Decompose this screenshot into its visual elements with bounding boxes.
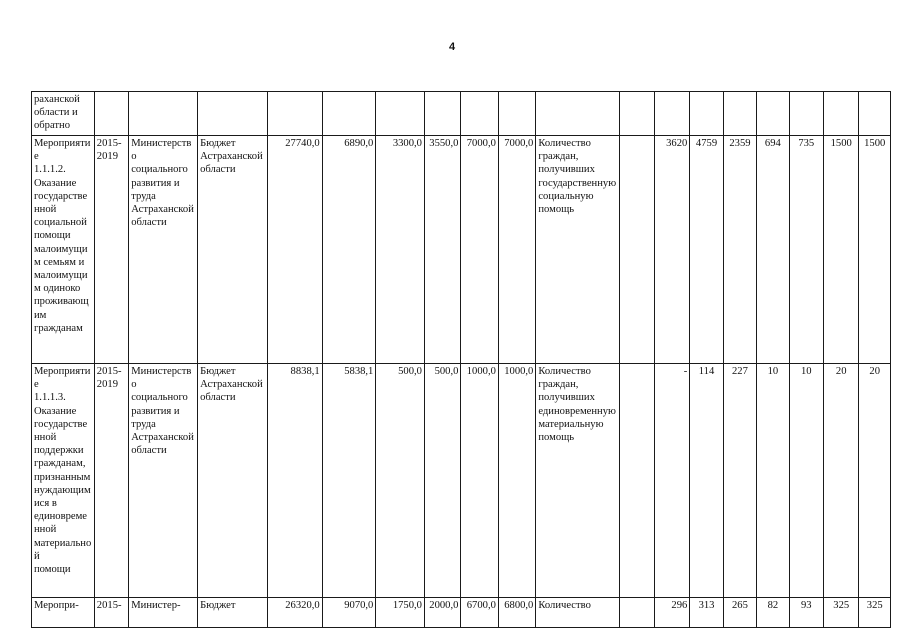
unit-cell	[620, 364, 654, 598]
indicator-2016-cell: 265	[723, 598, 756, 628]
baseline-cell	[654, 92, 689, 136]
source-cell	[198, 92, 268, 136]
y2018-cell: 7000,0	[461, 136, 498, 364]
y2019-cell: 6800,0	[498, 598, 535, 628]
y2017-cell	[424, 92, 460, 136]
indicator-2016-cell: 227	[723, 364, 756, 598]
indicator-2019-cell: 20	[824, 364, 859, 598]
table-row	[32, 136, 891, 364]
indicator-2016-cell	[723, 92, 756, 136]
y2015-cell: 6890,0	[322, 136, 376, 364]
indicator-2020-cell: 1500	[859, 136, 891, 364]
table-row	[32, 92, 891, 136]
event-cell: раханской области и обратно	[32, 92, 95, 136]
indicator-2015-cell	[690, 92, 723, 136]
program-table	[31, 91, 891, 628]
baseline-cell: -	[654, 364, 689, 598]
y2016-cell	[376, 92, 425, 136]
y2017-cell: 2000,0	[424, 598, 460, 628]
y2015-cell	[322, 92, 376, 136]
indicator-2019-cell	[824, 92, 859, 136]
indicator-2018-cell: 735	[789, 136, 823, 364]
indicator-2017-cell: 82	[757, 598, 789, 628]
y2019-cell: 7000,0	[498, 136, 535, 364]
y2019-cell	[498, 92, 535, 136]
executor-cell: Министерство социального развития и труда Астраханской области	[129, 364, 198, 598]
y2017-cell: 500,0	[424, 364, 460, 598]
indicator-2020-cell: 20	[859, 364, 891, 598]
event-cell: Мероприятие 1.1.1.3. Оказание государственной поддержки гражданам, признанным нуждающимися в единовременной материальной помощи	[32, 364, 95, 598]
total-cell: 26320,0	[268, 598, 323, 628]
indicator-2015-cell: 114	[690, 364, 723, 598]
indicator-2018-cell	[789, 92, 823, 136]
years-cell: 2015- 2019	[94, 136, 128, 364]
y2019-cell: 1000,0	[498, 364, 535, 598]
years-cell: 2015- 2019	[94, 364, 128, 598]
indicator-cell: Количество граждан, получивших единовременную материальную помощь	[536, 364, 620, 598]
indicator-2015-cell: 313	[690, 598, 723, 628]
table-row	[32, 598, 891, 628]
indicator-cell: Количество граждан, получивших государственную социальную помощь	[536, 136, 620, 364]
y2015-cell: 5838,1	[322, 364, 376, 598]
indicator-2017-cell: 10	[757, 364, 789, 598]
indicator-2018-cell: 10	[789, 364, 823, 598]
indicator-2020-cell: 325	[859, 598, 891, 628]
indicator-2020-cell	[859, 92, 891, 136]
indicator-2019-cell: 325	[824, 598, 859, 628]
source-cell: Бюджет Астраханской области	[198, 364, 268, 598]
y2018-cell: 6700,0	[461, 598, 498, 628]
y2018-cell: 1000,0	[461, 364, 498, 598]
y2018-cell	[461, 92, 498, 136]
table-row	[32, 364, 891, 598]
indicator-cell	[536, 92, 620, 136]
y2016-cell: 3300,0	[376, 136, 425, 364]
indicator-2019-cell: 1500	[824, 136, 859, 364]
indicator-2017-cell	[757, 92, 789, 136]
unit-cell	[620, 598, 654, 628]
indicator-2016-cell: 2359	[723, 136, 756, 364]
indicator-cell: Количество	[536, 598, 620, 628]
unit-cell	[620, 136, 654, 364]
y2016-cell: 500,0	[376, 364, 425, 598]
y2017-cell: 3550,0	[424, 136, 460, 364]
indicator-2015-cell: 4759	[690, 136, 723, 364]
years-cell	[94, 92, 128, 136]
event-cell: Меропри-	[32, 598, 95, 628]
indicator-2018-cell: 93	[789, 598, 823, 628]
unit-cell	[620, 92, 654, 136]
total-cell: 27740,0	[268, 136, 323, 364]
years-cell: 2015-	[94, 598, 128, 628]
executor-cell: Министерство социального развития и труда Астраханской области	[129, 136, 198, 364]
baseline-cell: 3620	[654, 136, 689, 364]
total-cell	[268, 92, 323, 136]
y2016-cell: 1750,0	[376, 598, 425, 628]
total-cell: 8838,1	[268, 364, 323, 598]
y2015-cell: 9070,0	[322, 598, 376, 628]
executor-cell: Министер-	[129, 598, 198, 628]
event-cell: Мероприятие 1.1.1.2. Оказание государственной социальной помощи малоимущим семьям и малоимущим одиноко проживающим гражданам	[32, 136, 95, 364]
executor-cell	[129, 92, 198, 136]
baseline-cell: 296	[654, 598, 689, 628]
source-cell: Бюджет	[198, 598, 268, 628]
source-cell: Бюджет Астраханской области	[198, 136, 268, 364]
indicator-2017-cell: 694	[757, 136, 789, 364]
page-number: 4	[449, 41, 456, 53]
